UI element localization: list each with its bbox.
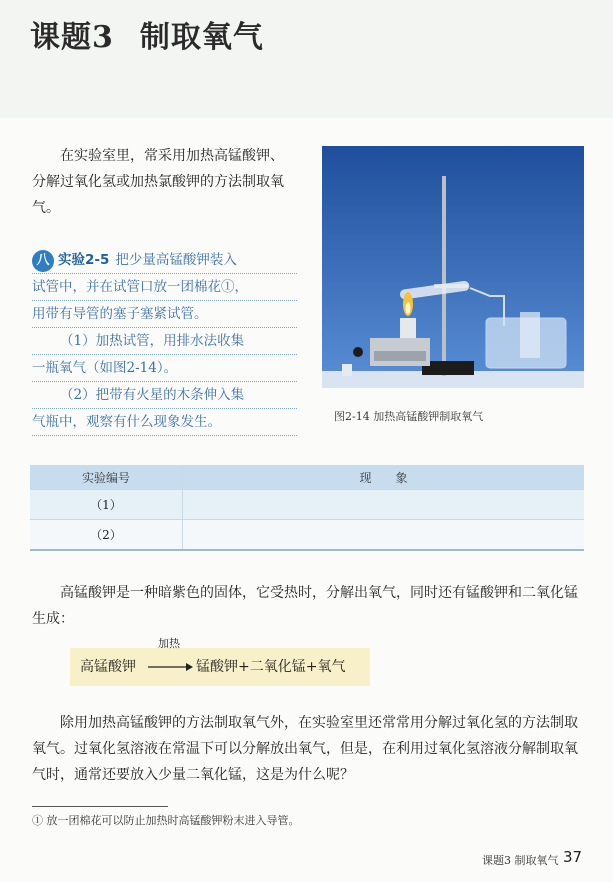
experiment-badge: 八 bbox=[32, 250, 54, 272]
table-header: 现 象 bbox=[183, 465, 585, 490]
experiment-box bbox=[32, 247, 297, 436]
table-row bbox=[30, 520, 584, 551]
experiment-text: 试管中，并在试管口放一团棉花①， bbox=[32, 274, 297, 301]
footnote: ① 放一团棉花可以防止加热时高锰酸钾粉末进入导管。 bbox=[32, 814, 300, 827]
experiment-line-1 bbox=[32, 247, 297, 274]
equation-products: 锰酸钾+二氧化锰+氧气 bbox=[196, 659, 346, 675]
lesson-number: 课题3 bbox=[30, 20, 114, 55]
table-cell: （1） bbox=[30, 490, 183, 520]
figure-caption: 图2-14 加热高锰酸钾制取氧气 bbox=[334, 410, 484, 423]
table-cell: （2） bbox=[30, 520, 183, 551]
experiment-step-2: （2）把带有火星的木条伸入集 bbox=[32, 382, 297, 409]
paragraph-decomposition: 高锰酸钾是一种暗紫色的固体，它受热时，分解出氧气，同时还有锰酸钾和二氧化锰生成： bbox=[32, 585, 578, 627]
experiment-text: 气瓶中，观察有什么现象发生。 bbox=[32, 409, 297, 436]
experiment-text: 把少量高锰酸钾装入 bbox=[115, 252, 237, 268]
page-title bbox=[30, 12, 264, 56]
table-header: 实验编号 bbox=[30, 465, 183, 490]
experiment-text: 一瓶氧气（如图2-14）。 bbox=[32, 355, 297, 382]
table-cell bbox=[183, 490, 585, 520]
equation-condition: 加热 bbox=[158, 637, 180, 650]
intro-paragraph: 在实验室里，常采用加热高锰酸钾、分解过氧化氢或加热氯酸钾的方法制取氧气。 bbox=[32, 148, 284, 216]
table-cell bbox=[183, 520, 585, 551]
experiment-text: 用带有导管的塞子塞紧试管。 bbox=[32, 301, 297, 328]
arrow-icon bbox=[148, 662, 194, 672]
chemical-equation bbox=[70, 637, 370, 686]
apparatus-photo bbox=[322, 146, 584, 388]
experiment-label: 实验2-5 bbox=[58, 252, 110, 268]
equation-reactant: 高锰酸钾 bbox=[80, 659, 136, 675]
lesson-title: 制取氧气 bbox=[139, 20, 264, 55]
page-number: 37 bbox=[563, 848, 583, 866]
observation-table bbox=[30, 465, 584, 551]
experiment-step-1: （1）加热试管，用排水法收集 bbox=[32, 328, 297, 355]
table-row bbox=[30, 490, 584, 520]
running-title: 课题3 制取氧气 bbox=[482, 854, 559, 867]
paragraph-hydrogen-peroxide: 除用加热高锰酸钾的方法制取氧气外，在实验室里还常常用分解过氧化氢的方法制取氧气。过氧化氢溶液在常温下可以分解放出氧气，但是，在利用过氧化氢溶液分解制取氧气时，通常还要放入少量二氧化锰，这是为什么呢？ bbox=[32, 715, 578, 783]
footnote-divider bbox=[32, 806, 168, 807]
